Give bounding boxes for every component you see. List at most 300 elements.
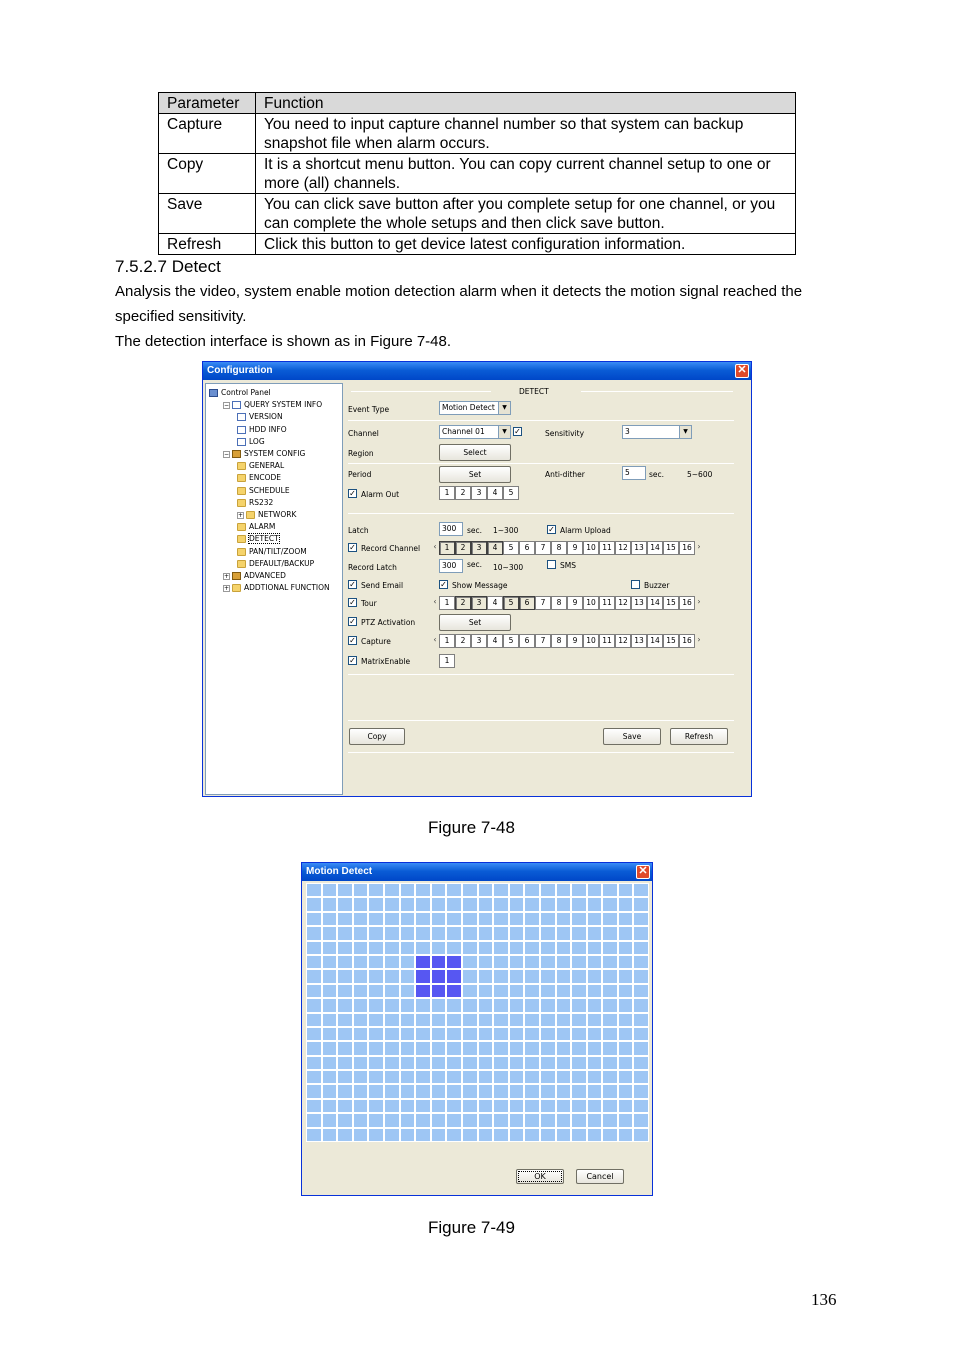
grid-cell[interactable] [618,1056,634,1070]
grid-cell[interactable] [524,1084,540,1098]
grid-cell[interactable] [306,1084,322,1098]
grid-cell[interactable] [384,1041,400,1055]
grid-cell[interactable] [618,897,634,911]
grid-cell[interactable] [306,926,322,940]
grid-cell[interactable] [602,1099,618,1113]
channel-button[interactable]: 2 [455,634,471,648]
grid-cell[interactable] [509,1113,525,1127]
grid-cell[interactable] [462,984,478,998]
grid-cell[interactable] [400,1084,416,1098]
grid-cell[interactable] [540,926,556,940]
grid-cell[interactable] [509,984,525,998]
grid-cell[interactable] [431,1084,447,1098]
grid-cell[interactable] [306,1027,322,1041]
grid-cell[interactable] [556,1013,572,1027]
grid-cell[interactable] [353,1027,369,1041]
grid-cell[interactable] [618,926,634,940]
grid-cell[interactable] [587,926,603,940]
grid-cell[interactable] [524,969,540,983]
grid-cell-active[interactable] [415,984,431,998]
grid-cell[interactable] [322,1070,338,1084]
grid-cell[interactable] [478,998,494,1012]
grid-cell[interactable] [540,1041,556,1055]
grid-cell[interactable] [415,998,431,1012]
grid-cell[interactable] [556,1099,572,1113]
channel-button[interactable]: 12 [615,596,631,610]
grid-cell[interactable] [384,1070,400,1084]
chevron-right-icon[interactable]: › [697,542,701,551]
grid-cell[interactable] [633,955,649,969]
tree-item[interactable] [237,485,290,496]
grid-cell[interactable] [524,984,540,998]
channel-button[interactable]: 14 [647,634,663,648]
tree-item[interactable] [237,411,283,422]
grid-cell[interactable] [602,1070,618,1084]
grid-cell[interactable] [462,969,478,983]
grid-cell[interactable] [306,998,322,1012]
grid-cell[interactable] [368,897,384,911]
grid-cell[interactable] [306,897,322,911]
channel-button[interactable]: 11 [599,596,615,610]
tree-item[interactable] [237,436,265,447]
grid-cell[interactable] [337,969,353,983]
grid-cell[interactable] [633,897,649,911]
grid-cell[interactable] [306,1070,322,1084]
channel-button[interactable]: 11 [599,541,615,555]
grid-cell[interactable] [571,1027,587,1041]
grid-cell[interactable] [415,897,431,911]
grid-cell[interactable] [478,1128,494,1142]
tree-item[interactable] [237,521,275,532]
ptz-checkbox[interactable]: ✓ [349,617,356,626]
grid-cell[interactable] [431,941,447,955]
grid-cell[interactable] [322,941,338,955]
channel-button[interactable]: 15 [663,596,679,610]
grid-cell[interactable] [353,1099,369,1113]
channel-button[interactable]: 9 [567,634,583,648]
sms-checkbox[interactable] [547,560,556,569]
buzzer-checkbox[interactable] [631,580,640,589]
grid-cell[interactable] [462,1070,478,1084]
grid-cell[interactable] [618,1041,634,1055]
channel-button[interactable]: 14 [647,596,663,610]
grid-cell[interactable] [446,926,462,940]
grid-cell[interactable] [493,1084,509,1098]
grid-cell[interactable] [509,926,525,940]
channel-button[interactable]: 4 [487,596,503,610]
grid-cell[interactable] [509,1041,525,1055]
grid-cell[interactable] [384,912,400,926]
grid-cell[interactable] [337,955,353,969]
grid-cell[interactable] [602,955,618,969]
channel-button[interactable]: 13 [631,596,647,610]
grid-cell[interactable] [556,926,572,940]
grid-cell[interactable] [556,1084,572,1098]
grid-cell[interactable] [368,941,384,955]
grid-cell[interactable] [431,1027,447,1041]
grid-cell[interactable] [587,1084,603,1098]
grid-cell[interactable] [478,1013,494,1027]
grid-cell[interactable] [540,1128,556,1142]
antidither-input[interactable]: 5 [622,466,646,480]
grid-cell[interactable] [415,1027,431,1041]
grid-cell[interactable] [524,1113,540,1127]
grid-cell[interactable] [306,984,322,998]
grid-cell[interactable] [384,1128,400,1142]
tree-item[interactable] [223,448,305,459]
collapse-icon[interactable]: − [224,450,230,458]
channel-button[interactable]: 15 [663,541,679,555]
grid-cell[interactable] [509,912,525,926]
copy-button[interactable]: Copy [349,728,405,745]
grid-cell-active[interactable] [431,955,447,969]
channel-button[interactable]: 4 [487,634,503,648]
grid-cell[interactable] [618,1070,634,1084]
grid-cell[interactable] [540,969,556,983]
grid-cell[interactable] [400,1099,416,1113]
grid-cell[interactable] [322,912,338,926]
channel-button[interactable]: 8 [551,596,567,610]
grid-cell[interactable] [478,1041,494,1055]
grid-cell[interactable] [633,1013,649,1027]
grid-cell[interactable] [322,998,338,1012]
grid-cell[interactable] [478,926,494,940]
grid-cell[interactable] [478,941,494,955]
grid-cell[interactable] [478,984,494,998]
grid-cell[interactable] [415,1056,431,1070]
grid-cell[interactable] [633,1041,649,1055]
channel-button[interactable]: 5 [503,634,519,648]
grid-cell[interactable] [633,1056,649,1070]
channel-button[interactable]: 13 [631,541,647,555]
channel-button[interactable]: 16 [679,541,695,555]
motion-region-grid[interactable] [306,883,650,1142]
cancel-button[interactable]: Cancel [576,1169,624,1184]
grid-cell[interactable] [462,941,478,955]
grid-cell[interactable] [587,998,603,1012]
tree-item[interactable] [223,570,286,581]
grid-cell[interactable] [384,1056,400,1070]
expand-icon[interactable]: + [224,584,230,592]
grid-cell[interactable] [571,998,587,1012]
grid-cell[interactable] [446,1027,462,1041]
grid-cell[interactable] [384,883,400,897]
grid-cell[interactable] [478,1113,494,1127]
grid-cell[interactable] [384,984,400,998]
tree-item[interactable] [237,460,284,471]
grid-cell[interactable] [431,998,447,1012]
channel-button[interactable]: 16 [679,634,695,648]
grid-cell[interactable] [415,1013,431,1027]
channel-button[interactable]: 8 [551,541,567,555]
grid-cell[interactable] [306,883,322,897]
grid-cell[interactable] [337,926,353,940]
channel-button[interactable]: 3 [471,634,487,648]
grid-cell[interactable] [415,1113,431,1127]
grid-cell[interactable] [353,912,369,926]
grid-cell[interactable] [633,1070,649,1084]
ok-button[interactable]: OK [516,1169,564,1184]
grid-cell[interactable] [602,883,618,897]
grid-cell[interactable] [540,984,556,998]
grid-cell[interactable] [618,984,634,998]
grid-cell[interactable] [587,1099,603,1113]
grid-cell[interactable] [540,1070,556,1084]
grid-cell[interactable] [509,1084,525,1098]
tree-item[interactable] [209,387,271,398]
grid-cell[interactable] [353,1041,369,1055]
grid-cell[interactable] [587,912,603,926]
grid-cell[interactable] [571,1056,587,1070]
grid-cell-active[interactable] [415,955,431,969]
grid-cell[interactable] [493,926,509,940]
grid-cell[interactable] [556,1056,572,1070]
grid-cell[interactable] [322,1027,338,1041]
grid-cell-active[interactable] [431,969,447,983]
channel-select[interactable]: Channel 01 ▼ [439,425,511,439]
grid-cell[interactable] [618,955,634,969]
grid-cell[interactable] [524,998,540,1012]
grid-cell[interactable] [446,1056,462,1070]
grid-cell[interactable] [493,1027,509,1041]
grid-cell[interactable] [633,1027,649,1041]
grid-cell[interactable] [509,969,525,983]
grid-cell[interactable] [431,926,447,940]
grid-cell[interactable] [337,941,353,955]
collapse-icon[interactable]: − [224,401,230,409]
grid-cell[interactable] [602,941,618,955]
grid-cell[interactable] [353,897,369,911]
grid-cell[interactable] [353,969,369,983]
channel-button[interactable]: 7 [535,541,551,555]
grid-cell[interactable] [571,1128,587,1142]
alarm-out-checkbox[interactable]: ✓ [349,489,356,498]
grid-cell[interactable] [415,883,431,897]
matrix-checkbox[interactable]: ✓ [349,656,356,665]
grid-cell[interactable] [587,1070,603,1084]
grid-cell[interactable] [462,883,478,897]
grid-cell[interactable] [509,1099,525,1113]
grid-cell[interactable] [368,1128,384,1142]
grid-cell[interactable] [462,1113,478,1127]
grid-cell[interactable] [322,1113,338,1127]
grid-cell[interactable] [540,1013,556,1027]
grid-cell[interactable] [493,984,509,998]
alarm-upload-checkbox[interactable]: ✓ [548,525,555,534]
channel-button[interactable]: 5 [503,541,519,555]
grid-cell[interactable] [462,1084,478,1098]
grid-cell-active[interactable] [446,955,462,969]
grid-cell[interactable] [633,1128,649,1142]
grid-cell[interactable] [384,926,400,940]
grid-cell[interactable] [618,1027,634,1041]
grid-cell[interactable] [306,1013,322,1027]
grid-cell[interactable] [384,969,400,983]
grid-cell[interactable] [478,1027,494,1041]
grid-cell[interactable] [587,1128,603,1142]
grid-cell[interactable] [478,1084,494,1098]
grid-cell[interactable] [415,1084,431,1098]
grid-cell[interactable] [556,984,572,998]
grid-cell[interactable] [540,1084,556,1098]
grid-cell[interactable] [306,1056,322,1070]
grid-cell[interactable] [587,969,603,983]
grid-cell[interactable] [368,1084,384,1098]
record-channel-checkbox[interactable]: ✓ [349,543,356,552]
grid-cell[interactable] [571,1041,587,1055]
grid-cell-active[interactable] [446,969,462,983]
grid-cell[interactable] [493,969,509,983]
channel-button[interactable]: 5 [503,596,519,610]
grid-cell[interactable] [556,912,572,926]
grid-cell[interactable] [462,998,478,1012]
grid-cell[interactable] [431,912,447,926]
grid-cell[interactable] [384,998,400,1012]
grid-cell[interactable] [462,1056,478,1070]
grid-cell[interactable] [587,1056,603,1070]
grid-cell[interactable] [524,941,540,955]
grid-cell[interactable] [446,1099,462,1113]
grid-cell[interactable] [368,1056,384,1070]
expand-icon[interactable]: + [238,511,244,519]
grid-cell[interactable] [571,941,587,955]
event-type-select[interactable]: Motion Detect ▼ [439,401,511,415]
capture-checkbox[interactable]: ✓ [349,636,356,645]
grid-cell[interactable] [540,941,556,955]
grid-cell[interactable] [633,883,649,897]
channel-button[interactable]: 1 [439,541,455,555]
grid-cell[interactable] [462,1013,478,1027]
grid-cell[interactable] [322,969,338,983]
period-set-button[interactable]: Set [439,466,511,483]
grid-cell[interactable] [493,1113,509,1127]
grid-cell[interactable] [587,1113,603,1127]
grid-cell[interactable] [556,1113,572,1127]
grid-cell[interactable] [462,926,478,940]
channel-button[interactable]: 1 [439,654,455,668]
channel-button[interactable]: 14 [647,541,663,555]
grid-cell[interactable] [524,1041,540,1055]
tree-item[interactable] [223,582,330,593]
grid-cell[interactable] [400,984,416,998]
send-email-checkbox[interactable]: ✓ [349,580,356,589]
refresh-button[interactable]: Refresh [670,728,728,745]
grid-cell[interactable] [462,1041,478,1055]
grid-cell[interactable] [602,912,618,926]
grid-cell[interactable] [337,883,353,897]
channel-button[interactable]: 4 [487,541,503,555]
grid-cell[interactable] [509,1070,525,1084]
grid-cell[interactable] [415,912,431,926]
grid-cell-active[interactable] [415,969,431,983]
tree-item[interactable] [237,472,281,483]
grid-cell[interactable] [618,1113,634,1127]
grid-cell-active[interactable] [431,984,447,998]
tree-item[interactable] [237,509,296,520]
chevron-left-icon[interactable]: ‹ [433,597,437,606]
grid-cell[interactable] [602,1128,618,1142]
grid-cell[interactable] [633,912,649,926]
chevron-right-icon[interactable]: › [697,597,701,606]
tree-item[interactable] [237,424,287,435]
grid-cell[interactable] [306,955,322,969]
grid-cell[interactable] [306,1113,322,1127]
grid-cell[interactable] [446,1084,462,1098]
grid-cell[interactable] [337,1113,353,1127]
grid-cell[interactable] [556,998,572,1012]
grid-cell[interactable] [618,1084,634,1098]
grid-cell[interactable] [540,1056,556,1070]
expand-icon[interactable]: + [224,572,230,580]
grid-cell[interactable] [524,1056,540,1070]
grid-cell[interactable] [415,1070,431,1084]
grid-cell[interactable] [524,883,540,897]
grid-cell[interactable] [446,998,462,1012]
grid-cell[interactable] [602,1027,618,1041]
grid-cell[interactable] [524,926,540,940]
grid-cell[interactable] [400,1070,416,1084]
grid-cell[interactable] [556,955,572,969]
grid-cell[interactable] [633,1099,649,1113]
grid-cell[interactable] [400,955,416,969]
grid-cell[interactable] [524,1027,540,1041]
grid-cell[interactable] [446,941,462,955]
grid-cell[interactable] [540,1027,556,1041]
grid-cell[interactable] [446,1113,462,1127]
grid-cell[interactable] [618,1099,634,1113]
grid-cell[interactable] [493,1128,509,1142]
grid-cell[interactable] [556,1041,572,1055]
grid-cell[interactable] [633,1084,649,1098]
grid-cell[interactable] [493,1070,509,1084]
grid-cell[interactable] [415,941,431,955]
grid-cell[interactable] [602,1113,618,1127]
grid-cell[interactable] [556,1128,572,1142]
grid-cell[interactable] [337,1070,353,1084]
grid-cell[interactable] [306,912,322,926]
grid-cell[interactable] [602,984,618,998]
grid-cell[interactable] [587,883,603,897]
grid-cell[interactable] [306,1128,322,1142]
grid-cell[interactable] [587,1027,603,1041]
channel-button[interactable]: 10 [583,596,599,610]
grid-cell[interactable] [337,1128,353,1142]
channel-button[interactable]: 7 [535,596,551,610]
grid-cell[interactable] [322,1084,338,1098]
grid-cell[interactable] [462,1128,478,1142]
grid-cell[interactable] [556,1027,572,1041]
grid-cell[interactable] [509,1128,525,1142]
grid-cell[interactable] [602,969,618,983]
grid-cell[interactable] [384,1027,400,1041]
channel-button[interactable]: 16 [679,596,695,610]
channel-button[interactable]: 1 [439,634,455,648]
grid-cell[interactable] [478,969,494,983]
channel-button[interactable]: 6 [519,596,535,610]
grid-cell[interactable] [306,969,322,983]
grid-cell[interactable] [618,969,634,983]
tree-item[interactable] [237,533,279,544]
channel-button[interactable]: 9 [567,596,583,610]
grid-cell[interactable] [353,1070,369,1084]
grid-cell[interactable] [478,955,494,969]
grid-cell[interactable] [337,1084,353,1098]
grid-cell[interactable] [400,941,416,955]
grid-cell[interactable] [587,955,603,969]
grid-cell[interactable] [337,1013,353,1027]
grid-cell[interactable] [462,955,478,969]
channel-button[interactable]: 6 [519,634,535,648]
